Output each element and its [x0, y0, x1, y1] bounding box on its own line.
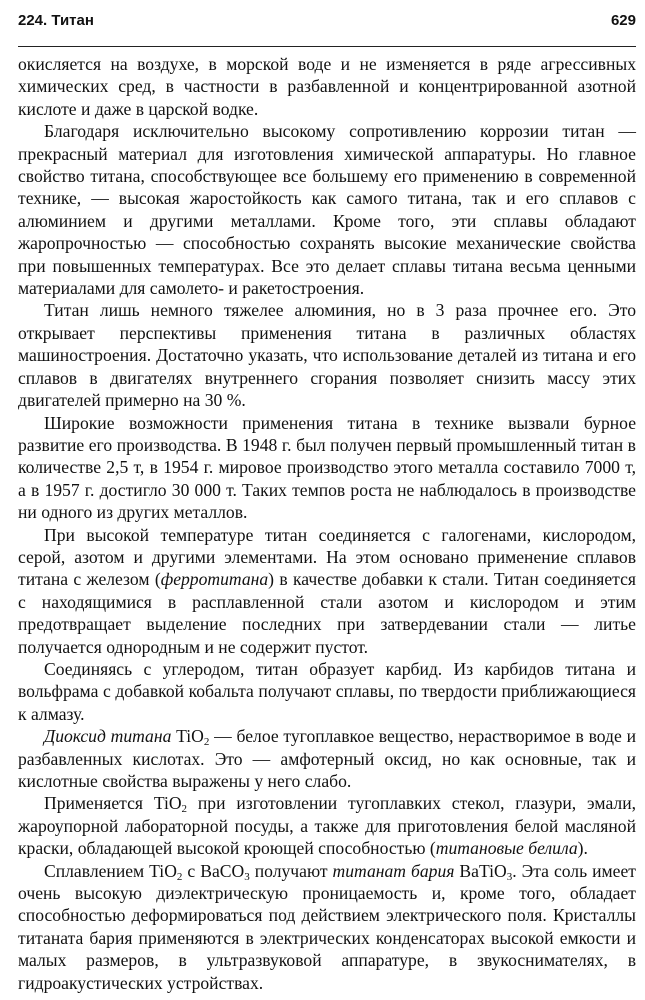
paragraph: Титан лишь немного тяжелее алюминия, но в 3 раза прочнее его. Это открывает перспективы применения титана в различных областях машиностроения. Достаточно указать, что использование деталей из титана и его сплавов в двигателях внутреннего сгорания позволяет снизить массу этих двигателей примерно на 30 %. — [18, 300, 636, 411]
text-run: При высокой температуре титан соединяется с галогенами, кислородом, серой, азотом и другими элементами. На этом основано применение сплавов титана с железом ( — [18, 524, 636, 590]
text-run: — белое тугоплавкое вещество, нерастворимое в воде и разбавленных кислотах. Это — амфотерный оксид, но как основные, так и кислотные свойства выражены у него слабо. — [18, 726, 636, 791]
subscript: 2 — [176, 870, 183, 883]
subscript: 2 — [181, 803, 188, 816]
subscript: 3 — [244, 870, 250, 883]
text-run: Сплавлением TiO — [44, 860, 177, 881]
book-page — [18, 12, 636, 994]
paragraph — [18, 792, 636, 859]
text-run: Применяется TiO — [44, 793, 182, 814]
paragraph: Благодаря исключительно высокому сопротивлению коррозии титан — прекрасный материал для изготовления химической аппаратуры. Но главное свойство титана, способствующее все большему его применению в современной технике, — высокая жаростойкость как самого титана, так и его сплавов с алюминием и другими металлами. Кроме того, эти сплавы обладают жаропрочностью — способностью сохранять высокие механические свойства при повышенных температурах. Все это делает сплавы титана весьма ценными материалами для самолето- и ракетостроения. — [18, 121, 636, 299]
page-number: 629 — [610, 12, 636, 29]
italic-term: титанат бария — [332, 860, 455, 881]
italic-term: Диоксид титана — [44, 726, 172, 747]
italic-term: титановые белила — [435, 838, 578, 859]
text-run: ). — [577, 838, 588, 859]
paragraph: Соединяясь с углеродом, титан образует карбид. Из карбидов титана и вольфрама с добавкой кобальта получают сплавы, по твердости приближающиеся к алмазу. — [18, 658, 636, 724]
text-run: при изготовлении тугоплавких стекол, глазури, эмали, жароупорной лабораторной посуды, а также для приготовления белой масляной краски, обладающей высокой кроющей способностью ( — [18, 793, 637, 859]
paragraph — [18, 524, 636, 658]
paragraph: окисляется на воздухе, в морской воде и не изменяется в ряде агрессивных химических сред, в частности в разбавленной и концентрированной азотной кислоте и даже в царской водке. — [18, 54, 636, 119]
subscript: 2 — [203, 736, 210, 749]
text-run: . Эта соль имеет очень высокую диэлектрическую проницаемость и, кроме того, обладает способностью деформироваться под действием электрического поля. Кристаллы титаната бария применяются в электрических конденсаторах высокой емкости и малых размеров, в ультразвуковой аппаратуре, в звукоснимателях, в гидроакустических устройствах. — [18, 860, 636, 993]
text-run: с BaCO — [182, 860, 245, 881]
paragraph — [18, 725, 636, 792]
paragraph — [18, 860, 636, 994]
formula: BaTiO — [454, 860, 507, 881]
subscript: 3 — [506, 870, 513, 883]
paragraph: Широкие возможности применения титана в технике вызвали бурное развитие его производства. В 1948 г. был получен первый промышленный титан в количестве 2,5 т, в 1954 г. мировое производство этого металла составило 7000 т, а в 1957 г. достигло 30 000 т. Таких темпов роста не наблюдалось в производстве ни одного из других металлов. — [18, 412, 636, 523]
text-run: ) в качестве добавки к стали. Титан соединяется с находящимися в расплавленной стали азотом и кислородом и этим предотвращает выделение последних при затвердевании стали — литье получается однородным и не содержит пустот. — [18, 569, 636, 657]
text-run: получают — [249, 860, 333, 881]
italic-term: ферротитана — [160, 569, 269, 590]
formula: TiO — [171, 726, 204, 747]
body-text — [18, 53, 636, 994]
page-header — [18, 12, 636, 47]
running-head: 224. Титан — [18, 12, 94, 29]
